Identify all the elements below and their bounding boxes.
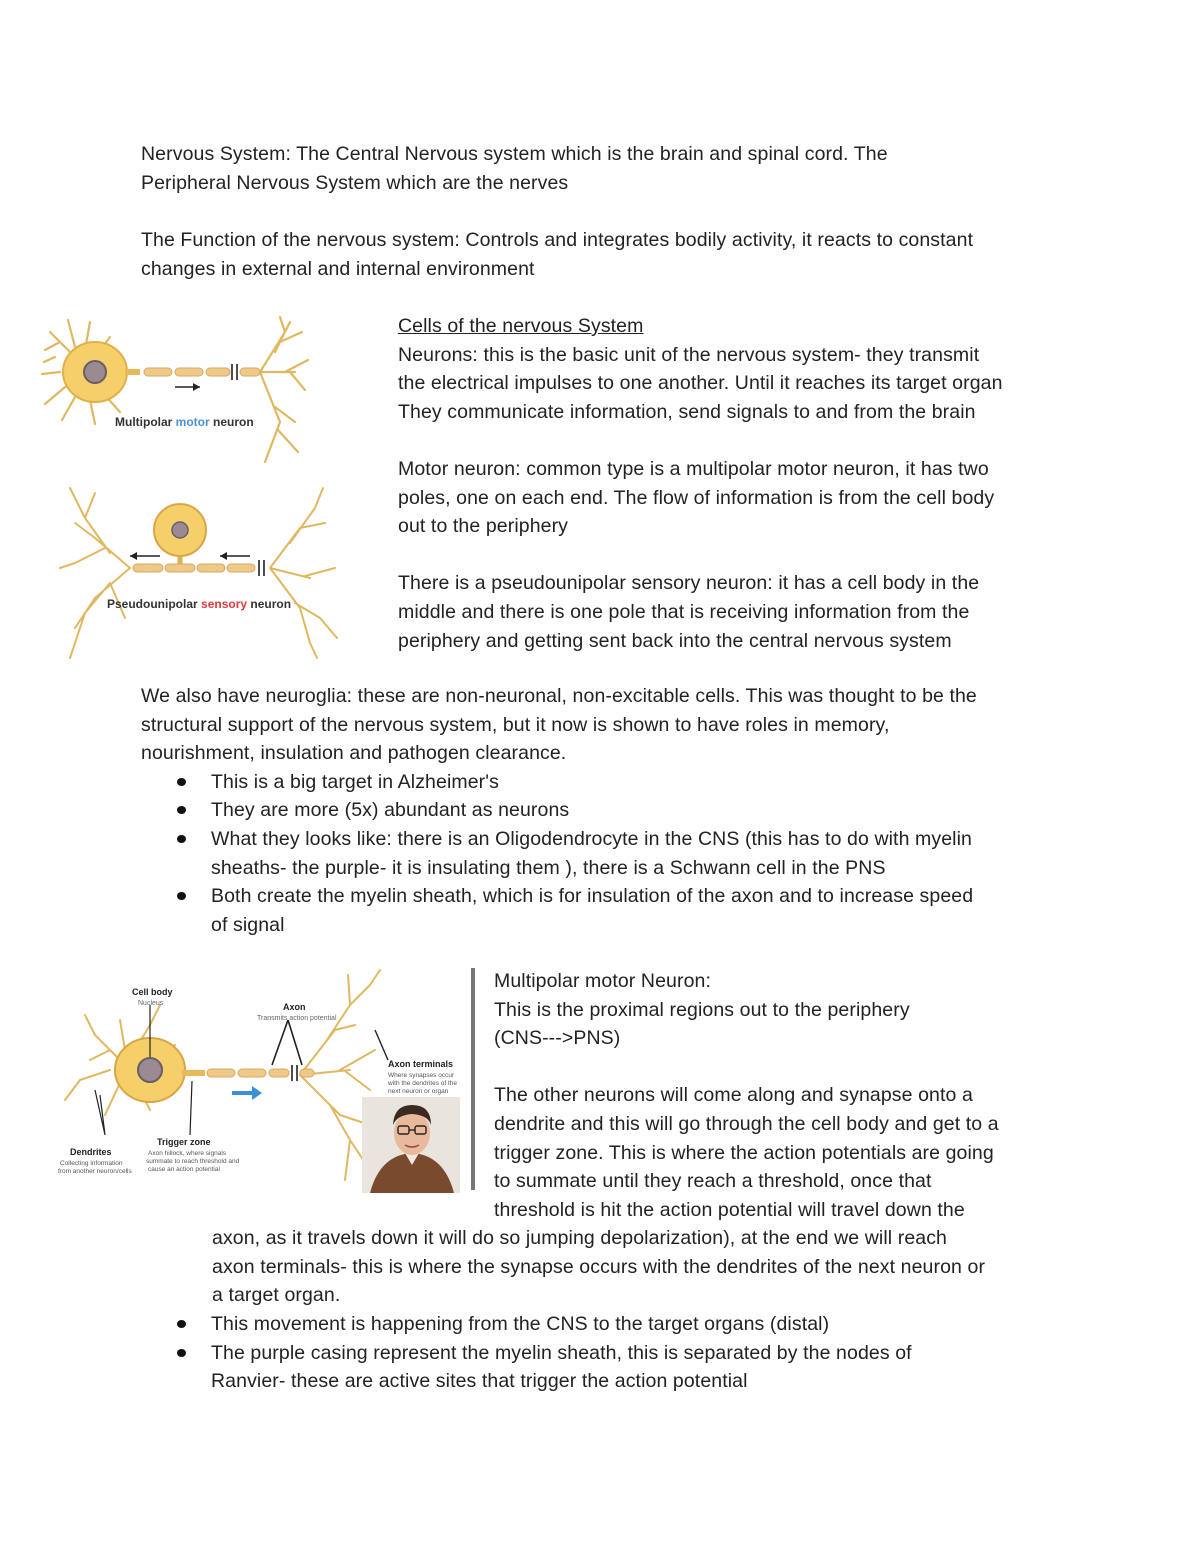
- multipolar-line: [494, 1053, 1114, 1082]
- neuroglia-section: [141, 682, 1101, 939]
- multipolar-continued: [212, 1224, 1092, 1310]
- bullet-line: of signal: [211, 913, 285, 936]
- multipolar-bullets: [141, 1310, 1061, 1396]
- list-item: [141, 1310, 1061, 1339]
- bullet-line: Ranvier- these are active sites that trigger the action potential: [211, 1370, 748, 1393]
- multipolar-line: to summate until they reach a threshold, once that: [494, 1170, 932, 1193]
- bullet-line: What they looks like: there is an Oligodendrocyte in the CNS (this has to do with myelin: [211, 827, 972, 850]
- list-item: [141, 825, 1101, 882]
- cells-line: poles, one on each end. The flow of information is from the cell body: [398, 486, 995, 509]
- list-item: [141, 796, 1101, 825]
- bullet-line: This movement is happening from the CNS to the target organs (distal): [211, 1313, 830, 1335]
- multipolar-bullet-list: [141, 1310, 1061, 1396]
- cells-line: [398, 426, 1098, 455]
- pseudounipolar-sensory-neuron-figure: [55, 468, 340, 663]
- cells-line: They communicate information, send signals to and from the brain: [398, 400, 976, 423]
- list-item: [141, 882, 1101, 939]
- multipolar-line: trigger zone. This is where the action potentials are going: [494, 1141, 994, 1164]
- dendrites-label: Dendrites: [70, 1147, 112, 1157]
- multipolar-line: This is the proximal regions out to the periphery: [494, 998, 910, 1021]
- nucleus-label: Nucleus: [138, 1000, 164, 1007]
- neuroglia-line: structural support of the nervous system, but it now is shown to have roles in memory,: [141, 713, 890, 736]
- list-item: [141, 768, 1101, 797]
- cells-heading: Cells of the nervous System: [398, 315, 644, 337]
- multipolar-line: The other neurons will come along and synapse onto a: [494, 1084, 973, 1107]
- bullet-line: Both create the myelin sheath, which is for insulation of the axon and to increase speed: [211, 885, 974, 908]
- multipolar-line: Multipolar motor Neuron:: [494, 970, 711, 992]
- axon-terminals-sub: Where synapses occur: [388, 1072, 455, 1079]
- cell-body-label: Cell body: [132, 987, 173, 997]
- figure1-label: Multipolar motor neuron: [115, 415, 254, 429]
- cells-line: periphery and getting sent back into the central nervous system: [398, 629, 952, 652]
- bullet-line: sheaths- the purple- it is insulating them ), there is a Schwann cell in the PNS: [211, 856, 886, 879]
- labelled-neuron-figure: [50, 965, 460, 1193]
- bullet-line: The purple casing represent the myelin sheath, this is separated by the nodes of: [211, 1341, 912, 1364]
- multipolar-line: dendrite and this will go through the cell body and get to a: [494, 1112, 999, 1135]
- neuroglia-line: nourishment, insulation and pathogen clearance.: [141, 742, 567, 765]
- multipolar-cont-line: axon, as it travels down it will do so jumping depolarization), at the end we will reach: [212, 1227, 948, 1249]
- intro-paragraph: [141, 140, 1071, 197]
- cells-section: [398, 312, 1098, 655]
- neuroglia-line: We also have neuroglia: these are non-neuronal, non-excitable cells. This was thought to be the: [141, 685, 977, 707]
- neuroglia-bullet-list: [141, 768, 1101, 940]
- bullet-line: This is a big target in Alzheimer's: [211, 770, 499, 793]
- function-paragraph: [141, 226, 1081, 283]
- cells-line: Motor neuron: common type is a multipolar motor neuron, it has two: [398, 457, 989, 480]
- multipolar-line: threshold is hit the action potential will travel down the: [494, 1198, 965, 1221]
- figure2-label: Pseudounipolar sensory neuron: [107, 597, 292, 611]
- quote-bar: [471, 968, 475, 1190]
- multipolar-section: [494, 967, 1114, 1224]
- axon-sub-label: Transmits action potential: [257, 1015, 337, 1022]
- axon-terminals-sub: with the dendrites of the: [388, 1080, 458, 1087]
- trigger-zone-sub: Axon hillock, where signals: [148, 1150, 227, 1157]
- intro-line: Nervous System: The Central Nervous system which is the brain and spinal cord. The: [141, 143, 888, 165]
- multipolar-line: (CNS--->PNS): [494, 1027, 621, 1050]
- cells-line: the electrical impulses to one another. Until it reaches its target organ: [398, 372, 1003, 395]
- dendrites-sub: Collecting information: [60, 1160, 123, 1167]
- bullet-line: They are more (5x) abundant as neurons: [211, 799, 570, 822]
- axon-label: Axon: [283, 1002, 306, 1012]
- list-item: [141, 1339, 1061, 1396]
- cells-line: Neurons: this is the basic unit of the nervous system- they transmit: [398, 343, 980, 366]
- dendrites-sub: from another neuron/cells: [58, 1168, 132, 1175]
- axon-terminals-label: Axon terminals: [388, 1059, 454, 1069]
- cells-line: There is a pseudounipolar sensory neuron: it has a cell body in the: [398, 572, 980, 595]
- cells-line: middle and there is one pole that is receiving information from the: [398, 600, 970, 623]
- multipolar-cont-line: axon terminals- this is where the synapse occurs with the dendrites of the next neuron or: [212, 1255, 986, 1278]
- function-line: changes in external and internal environment: [141, 257, 535, 280]
- multipolar-cont-line: a target organ.: [212, 1284, 341, 1307]
- trigger-zone-sub: summate to reach threshold and: [146, 1158, 240, 1165]
- axon-terminals-sub: next neuron or organ: [388, 1088, 449, 1095]
- trigger-zone-label: Trigger zone: [157, 1137, 211, 1147]
- cells-line: out to the periphery: [398, 515, 569, 538]
- multipolar-motor-neuron-figure: [40, 312, 315, 467]
- trigger-zone-sub: cause an action potential: [148, 1166, 220, 1173]
- cells-line: [398, 541, 1098, 570]
- presenter-avatar: [362, 1097, 460, 1193]
- intro-line: Peripheral Nervous System which are the nerves: [141, 171, 569, 194]
- function-line: The Function of the nervous system: Controls and integrates bodily activity, it reacts to constant: [141, 229, 974, 251]
